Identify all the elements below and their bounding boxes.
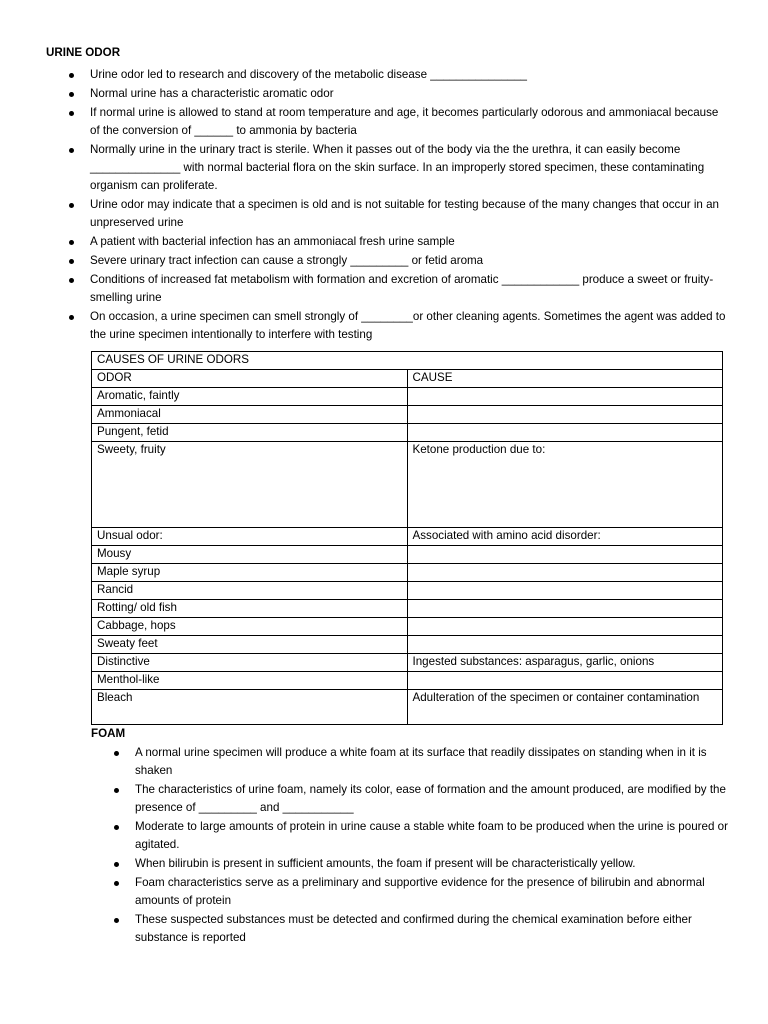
section-title-foam: FOAM [91, 727, 126, 740]
table-caption-row [92, 352, 723, 370]
bullet-icon [114, 788, 119, 793]
table-row [92, 654, 723, 672]
table-row [92, 406, 723, 424]
odor-cell: Distinctive [92, 654, 408, 672]
cause-cell [407, 564, 723, 582]
bullet-text: The characteristics of urine foam, namely its color, ease of formation and the amount produced, are modified by the presence of _________ and ___________ [135, 783, 726, 814]
table-row [92, 564, 723, 582]
list-item [66, 252, 726, 270]
table-row [92, 528, 723, 546]
table-row [92, 582, 723, 600]
odor-cell: Cabbage, hops [92, 618, 408, 636]
bullet-text: Urine odor led to research and discovery of the metabolic disease _______________ [90, 68, 527, 81]
cause-cell [407, 424, 723, 442]
list-item [111, 911, 731, 947]
table-row [92, 546, 723, 564]
odor-cell: Sweaty feet [92, 636, 408, 654]
bullet-text: Moderate to large amounts of protein in urine cause a stable white foam to be produced when the urine is poured or agitated. [135, 820, 728, 851]
bullet-icon [114, 825, 119, 830]
list-item [66, 66, 726, 84]
odor-cell: Menthol-like [92, 672, 408, 690]
list-item [66, 196, 726, 232]
column-header-odor: ODOR [92, 370, 408, 388]
bullet-text: Normal urine has a characteristic aromatic odor [90, 87, 334, 100]
table-row [92, 690, 723, 725]
odor-cell: Ammoniacal [92, 406, 408, 424]
bullet-text: Urine odor may indicate that a specimen is old and is not suitable for testing because of the many changes that occur in an unpreserved urine [90, 198, 720, 229]
list-item [66, 85, 726, 103]
bullet-text: These suspected substances must be detected and confirmed during the chemical examination before either substance is reported [135, 913, 692, 944]
bullet-text: Conditions of increased fat metabolism with formation and excretion of aromatic ____________ produce a sweet or fruity-smelling urine [90, 273, 714, 304]
bullet-icon [69, 148, 74, 153]
table-row [92, 442, 723, 528]
table-row [92, 636, 723, 654]
list-item [66, 233, 726, 251]
bullet-text: If normal urine is allowed to stand at room temperature and age, it becomes particularly odorous and ammoniacal because of the conversion of ______ to ammonia by bacteria [90, 106, 719, 137]
list-item [111, 781, 731, 817]
cause-cell [407, 582, 723, 600]
table-row [92, 388, 723, 406]
bullet-icon [69, 259, 74, 264]
bullet-icon [114, 918, 119, 923]
cause-cell [407, 618, 723, 636]
bullet-icon [69, 73, 74, 78]
list-item [66, 141, 726, 195]
cause-cell [407, 388, 723, 406]
foam-bullet-list [111, 744, 731, 948]
odor-cell: Maple syrup [92, 564, 408, 582]
odor-cell: Rancid [92, 582, 408, 600]
list-item [66, 104, 726, 140]
odor-cell: Sweety, fruity [92, 442, 408, 528]
cause-cell: Ingested substances: asparagus, garlic, onions [407, 654, 723, 672]
cause-cell: Associated with amino acid disorder: [407, 528, 723, 546]
odor-cell: Unsual odor: [92, 528, 408, 546]
cause-cell: Ketone production due to: [407, 442, 723, 528]
cause-cell: Adulteration of the specimen or container contamination [407, 690, 723, 725]
list-item [111, 818, 731, 854]
bullet-icon [69, 92, 74, 97]
list-item [111, 874, 731, 910]
odor-cell: Pungent, fetid [92, 424, 408, 442]
bullet-icon [69, 111, 74, 116]
cause-cell [407, 672, 723, 690]
bullet-text: Normally urine in the urinary tract is sterile. When it passes out of the body via the the urethra, it can easily become ______________ with normal bacterial flora on the skin surface. In an improperly stored specimen, these contaminating organism can proliferate. [90, 143, 705, 192]
list-item [111, 855, 731, 873]
bullet-icon [69, 240, 74, 245]
table-row [92, 424, 723, 442]
bullet-text: On occasion, a urine specimen can smell strongly of ________or other cleaning agents. Sometimes the agent was added to the urine specimen intentionally to interfere with testing [90, 310, 726, 341]
odor-cell: Mousy [92, 546, 408, 564]
cause-cell [407, 546, 723, 564]
bullet-icon [114, 881, 119, 886]
bullet-icon [69, 203, 74, 208]
column-header-cause: CAUSE [407, 370, 723, 388]
table-row [92, 618, 723, 636]
list-item [66, 308, 726, 344]
bullet-text: Foam characteristics serve as a preliminary and supportive evidence for the presence of bilirubin and abnormal amounts of protein [135, 876, 705, 907]
bullet-text: A normal urine specimen will produce a white foam at its surface that readily dissipates on standing when in it is shaken [135, 746, 707, 777]
bullet-text: When bilirubin is present in sufficient amounts, the foam if present will be characteristically yellow. [135, 857, 636, 870]
odor-cell: Aromatic, faintly [92, 388, 408, 406]
cause-cell [407, 636, 723, 654]
list-item [66, 271, 726, 307]
urine-odor-bullet-list [66, 66, 726, 345]
table-header-row [92, 370, 723, 388]
bullet-icon [114, 862, 119, 867]
bullet-icon [114, 751, 119, 756]
odor-cell: Bleach [92, 690, 408, 725]
table-row [92, 672, 723, 690]
odor-cell: Rotting/ old fish [92, 600, 408, 618]
bullet-text: A patient with bacterial infection has an ammoniacal fresh urine sample [90, 235, 455, 248]
cause-cell [407, 600, 723, 618]
bullet-text: Severe urinary tract infection can cause a strongly _________ or fetid aroma [90, 254, 484, 267]
bullet-icon [69, 278, 74, 283]
section-title-urine-odor: URINE ODOR [46, 46, 121, 59]
table-caption: CAUSES OF URINE ODORS [92, 352, 723, 370]
bullet-icon [69, 315, 74, 320]
table-row [92, 600, 723, 618]
cause-cell [407, 406, 723, 424]
causes-of-urine-odors-table [91, 351, 723, 725]
list-item [111, 744, 731, 780]
